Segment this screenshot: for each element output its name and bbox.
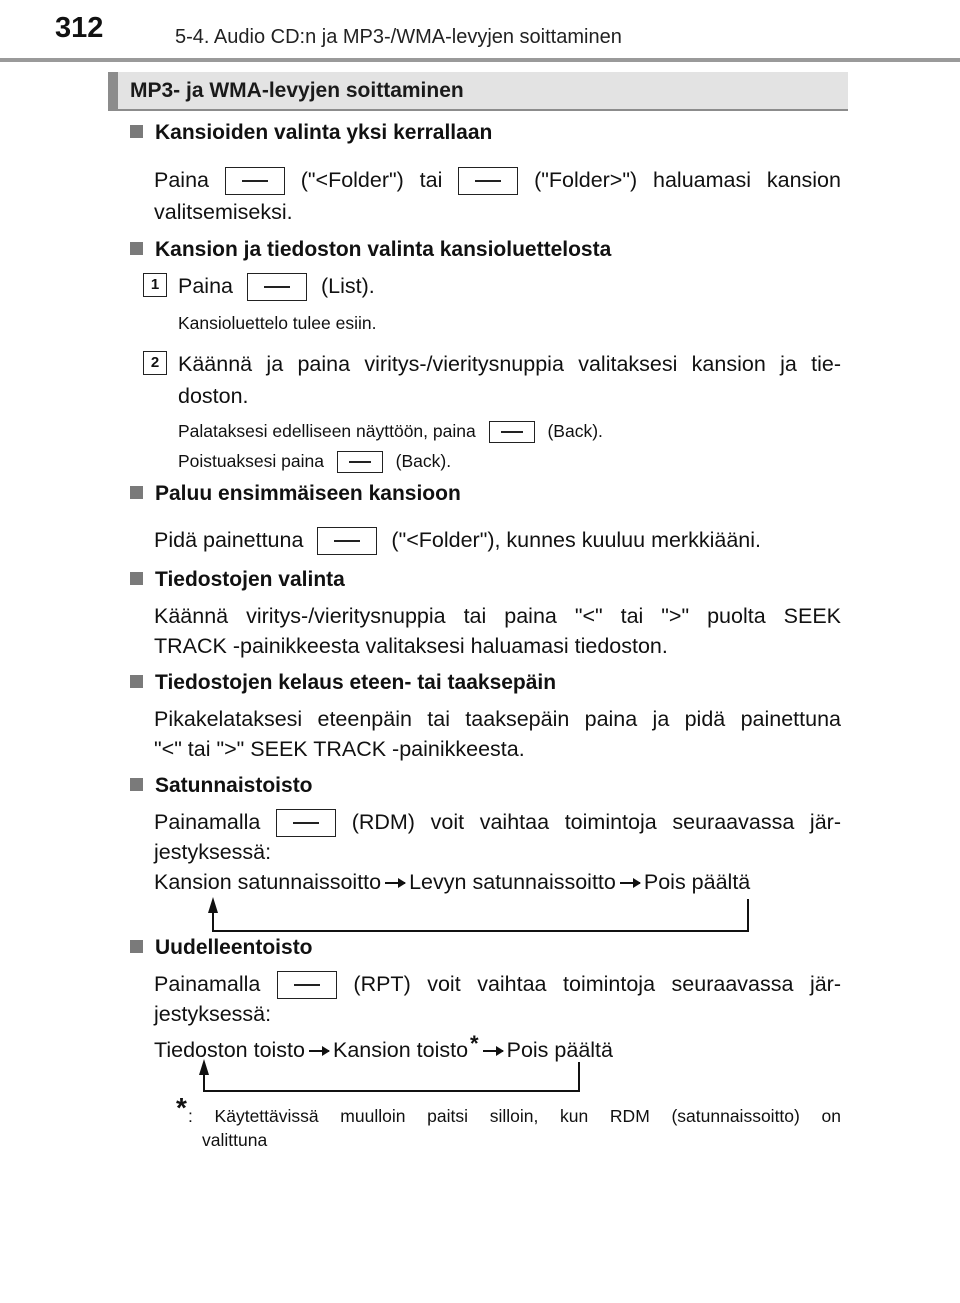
loop-line-right [747, 899, 749, 932]
back-note-1: Palataksesi edelliseen näyttöön, paina (Back). [178, 421, 603, 443]
step1-note: Kansioluettelo tulee esiin. [178, 313, 377, 333]
loop-line-left [212, 910, 214, 932]
loop-line-right [578, 1062, 580, 1092]
heading-file-select: Tiedostojen valinta [130, 568, 345, 592]
rpt-key-icon [277, 971, 337, 999]
page-number: 312 [55, 12, 104, 44]
square-bullet-icon [130, 572, 143, 585]
section-header [108, 72, 848, 110]
step-number-2: 2 [143, 351, 167, 375]
step1-text: Paina (List). [178, 270, 375, 302]
folder-select-line2: valitsemiseksi. [154, 200, 293, 224]
repeat-line2: jestyksessä: [154, 1002, 272, 1026]
folder-prev-key-icon [317, 527, 377, 555]
step2-line1: Käännä ja paina viritys-/vieritysnuppia valitaksesi kansion ja tie- [178, 352, 841, 376]
loop-line-bottom [212, 930, 749, 932]
footnote-line1: : Käytettävissä muulloin paitsi silloin, kun RDM (satunnaissoitto) on [188, 1106, 841, 1126]
fast-forward-line1: Pikakelataksesi eteenpäin tai taaksepäin paina ja pidä painettuna [154, 707, 841, 731]
heading-folder-select: Kansioiden valinta yksi kerrallaan [130, 121, 492, 145]
file-select-line2: TRACK -painikkeesta valitaksesi haluamasi tiedoston. [154, 634, 668, 658]
arrow-right-icon [620, 882, 640, 884]
loop-line-left [203, 1072, 205, 1092]
folder-select-line1: Paina ("<Folder") tai ("Folder>") haluamasi kansion [154, 164, 841, 196]
chapter-title: 5-4. Audio CD:n ja MP3-/WMA-levyjen soittaminen [175, 26, 622, 48]
arrow-right-icon [309, 1050, 329, 1052]
arrow-right-icon [385, 882, 405, 884]
loop-line-bottom [203, 1090, 580, 1092]
folder-next-key-icon [458, 167, 518, 195]
step-number-1: 1 [143, 273, 167, 297]
random-sequence: Kansion satunnaissoitto Levyn satunnaissoitto Pois päältä [154, 870, 751, 894]
repeat-line1: Painamalla (RPT) voit vaihtaa toimintoja seuraavassa jär- [154, 968, 841, 1000]
arrow-right-icon [483, 1050, 503, 1052]
random-line1: Painamalla (RDM) voit vaihtaa toimintoja seuraavassa jär- [154, 806, 841, 838]
file-select-line1: Käännä viritys-/vieritysnuppia tai paina "<" tai ">" puolta SEEK [154, 604, 841, 628]
heading-repeat: Uudelleentoisto [130, 936, 313, 960]
repeat-sequence: Tiedoston toisto Kansion toisto* Pois päältä [154, 1031, 613, 1062]
square-bullet-icon [130, 125, 143, 138]
back-key-icon [337, 451, 383, 473]
first-folder-text: Pidä painettuna ("<Folder"), kunnes kuuluu merkkiääni. [154, 524, 761, 556]
back-key-icon [489, 421, 535, 443]
heading-first-folder: Paluu ensimmäiseen kansioon [130, 482, 461, 506]
folder-prev-key-icon [225, 167, 285, 195]
heading-fast-forward: Tiedostojen kelaus eteen- tai taaksepäin [130, 671, 556, 695]
square-bullet-icon [130, 778, 143, 791]
heading-folder-list: Kansion ja tiedoston valinta kansioluettelosta [130, 238, 611, 262]
footnote-line2: valittuna [202, 1130, 268, 1150]
rdm-key-icon [276, 809, 336, 837]
square-bullet-icon [130, 675, 143, 688]
heading-random: Satunnaistoisto [130, 774, 313, 798]
back-note-2: Poistuaksesi paina (Back). [178, 451, 451, 473]
header-divider [0, 58, 960, 62]
section-title: MP3- ja WMA-levyjen soittaminen [130, 79, 464, 102]
square-bullet-icon [130, 242, 143, 255]
footnote-marker: * [470, 1031, 479, 1056]
square-bullet-icon [130, 940, 143, 953]
section-divider [108, 109, 848, 111]
list-key-icon [247, 273, 307, 301]
step2-line2: doston. [178, 384, 249, 408]
random-line2: jestyksessä: [154, 840, 272, 864]
fast-forward-line2: "<" tai ">" SEEK TRACK -painikkeesta. [154, 737, 525, 761]
section-header-bar [108, 72, 118, 110]
footnote-star: * [176, 1092, 187, 1123]
square-bullet-icon [130, 486, 143, 499]
